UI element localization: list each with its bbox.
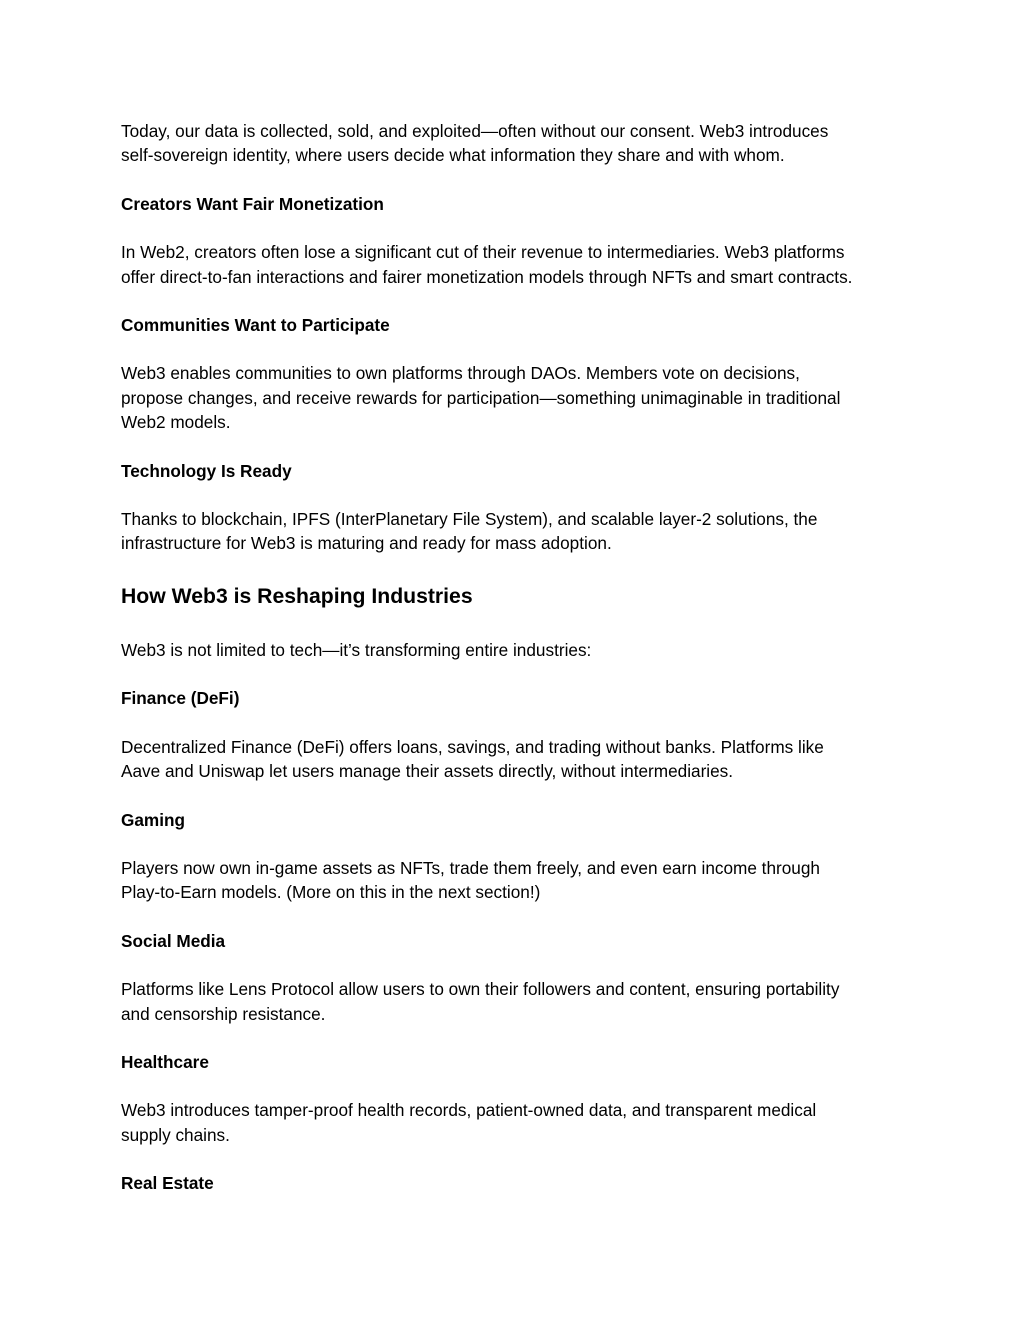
paragraph-gaming: Players now own in-game assets as NFTs, trade them freely, and even earn income through Play-to-Earn models. (More on this in the next section!) [121,857,820,903]
paragraph-creators: In Web2, creators often lose a significant cut of their revenue to intermediaries. Web3 platforms offer direct-to-fan interactions and fairer monetization models through NFTs and smart contracts. [121,242,853,287]
paragraph-data-ownership: Today, our data is collected, sold, and exploited—often without our consent. Web3 introduces self-sovereign identity, where users decide what information they share and with whom. [121,121,829,166]
paragraph-social-media: Platforms like Lens Protocol allow users to own their followers and content, ensuring portability and censorship resistance. [121,979,840,1024]
heading-real-estate: Real Estate [121,1173,214,1194]
paragraph-finance: Decentralized Finance (DeFi) offers loans, savings, and trading without banks. Platforms like Aave and Uniswap let users manage their assets directly, without intermediaries. [121,736,824,782]
heading-technology: Technology Is Ready [121,460,292,481]
heading-social-media: Social Media [121,930,226,951]
document-page [121,119,921,1220]
paragraph-technology: Thanks to blockchain, IPFS (InterPlanetary File System), and scalable layer-2 solutions, the infrastructure for Web3 is maturing and ready for mass adoption. [121,509,818,554]
section-title-industries: How Web3 is Reshaping Industries [121,584,473,608]
heading-creators: Creators Want Fair Monetization [121,193,384,214]
paragraph-industries-intro: Web3 is not limited to tech—it’s transforming entire industries: [121,639,592,660]
heading-healthcare: Healthcare [121,1051,209,1072]
heading-gaming: Gaming [121,809,185,830]
heading-finance: Finance (DeFi) [121,688,240,709]
paragraph-healthcare: Web3 introduces tamper-proof health records, patient-owned data, and transparent medical supply chains. [121,1100,817,1145]
paragraph-communities: Web3 enables communities to own platforms through DAOs. Members vote on decisions, propose changes, and receive rewards for participation—something unimaginable in traditional Web2 models. [121,363,841,433]
heading-communities: Communities Want to Participate [121,315,390,336]
